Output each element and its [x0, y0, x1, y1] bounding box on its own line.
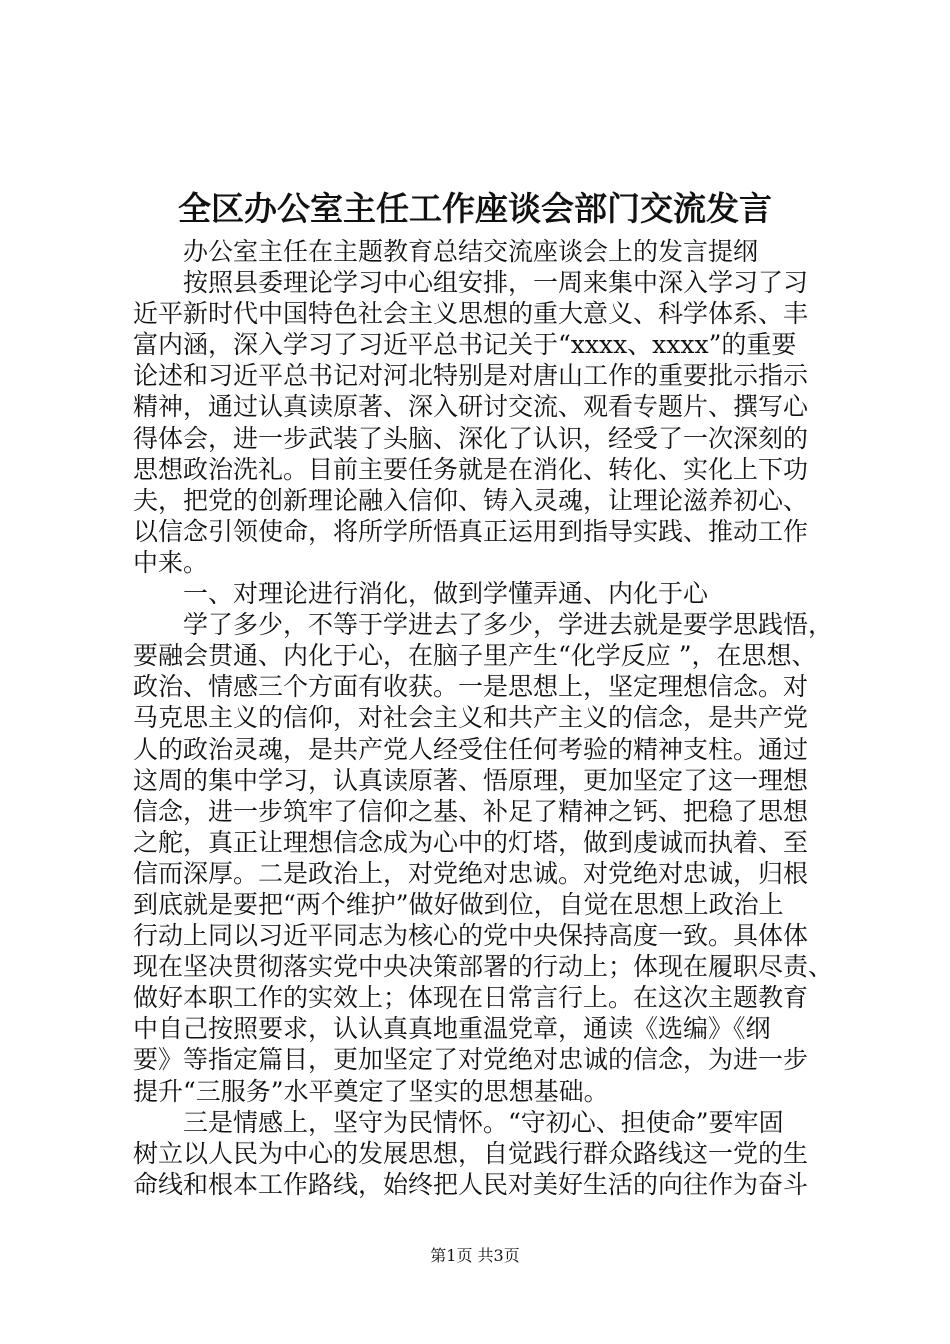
text-line: 夫，把党的创新理论融入信仰、铸入灵魂，让理论滋养初心、 — [133, 485, 809, 515]
text-line: 按照县委理论学习中心组安排，一周来集中深入学习了习 — [183, 268, 809, 298]
text-line: 思想政治洗礼。目前主要任务就是在消化、转化、实化上下功 — [133, 454, 809, 484]
text-line: 政治、情感三个方面有收获。一是思想上，坚定理想信念。对 — [133, 672, 809, 702]
document-body — [133, 236, 833, 1200]
text-line: 中自己按照要求，认认真真地重温党章，通读《选编》《纲 — [133, 1014, 771, 1044]
text-line: 命线和根本工作路线，始终把人民对美好生活的向往作为奋斗 — [133, 1169, 809, 1199]
page-footer: 第1页 共3页 — [430, 1246, 520, 1265]
text-line: 树立以人民为中心的发展思想，自觉践行群众路线这一党的生 — [133, 1138, 809, 1168]
text-line: 信念，进一步筑牢了信仰之基、补足了精神之钙、把稳了思想 — [133, 796, 809, 826]
text-line: 一、对理论进行消化，做到学懂弄通、内化于心 — [183, 579, 709, 609]
text-line: 要融会贯通、内化于心，在脑子里产生“化学反应 ”，在思想、 — [133, 641, 817, 671]
text-line: 人的政治灵魂，是共产党人经受住任何考验的精神支柱。通过 — [133, 734, 809, 764]
text-line: 中来。 — [133, 547, 209, 577]
text-line: 得体会，进一步武装了头脑、深化了认识，经受了一次深刻的 — [133, 423, 809, 453]
text-line: 要》等指定篇目，更加坚定了对党绝对忠诚的信念，为进一步 — [133, 1045, 809, 1075]
text-line: 到底就是要把“两个维护”做好做到位，自觉在思想上政治上 — [133, 889, 784, 919]
text-line: 三是情感上，坚守为民情怀。“守初心、担使命”要牢固 — [183, 1107, 784, 1137]
text-line: 信而深厚。二是政治上，对党绝对忠诚。对党绝对忠诚，归根 — [133, 858, 809, 888]
text-line: 这周的集中学习，认真读原著、悟原理，更加坚定了这一理想 — [133, 765, 809, 795]
text-line: 近平新时代中国特色社会主义思想的重大意义、科学体系、丰 — [133, 299, 809, 329]
text-line: 论述和习近平总书记对河北特别是对唐山工作的重要批示指示 — [133, 361, 809, 391]
text-line: 办公室主任在主题教育总结交流座谈会上的发言提纲 — [183, 237, 759, 266]
text-line: 行动上同以习近平同志为核心的党中央保持高度一致。具体体 — [133, 921, 809, 951]
text-line: 提升“三服务”水平奠定了坚实的思想基础。 — [133, 1076, 609, 1106]
text-line: 精神，通过认真读原著、深入研讨交流、观看专题片、撰写心 — [133, 392, 809, 422]
text-line: 马克思主义的信仰，对社会主义和共产主义的信念，是共产党 — [133, 703, 809, 733]
text-line: 学了多少，不等于学进去了多少，学进去就是要学思践悟， — [183, 610, 834, 640]
text-line: 以信念引领使命，将所学所悟真正运用到指导实践、推动工作 — [133, 516, 809, 546]
document-title: 全区办公室主任工作座谈会部门交流发言 — [178, 189, 772, 228]
text-line: 之舵，真正让理想信念成为心中的灯塔，做到虔诚而执着、至 — [133, 827, 809, 857]
text-line: 富内涵，深入学习了习近平总书记关于“xxxx、xxxx”的重要 — [133, 330, 797, 360]
text-line: 现在坚决贯彻落实党中央决策部署的行动上；体现在履职尽责、 — [133, 952, 834, 982]
text-line: 做好本职工作的实效上；体现在日常言行上。在这次主题教育 — [133, 983, 809, 1013]
